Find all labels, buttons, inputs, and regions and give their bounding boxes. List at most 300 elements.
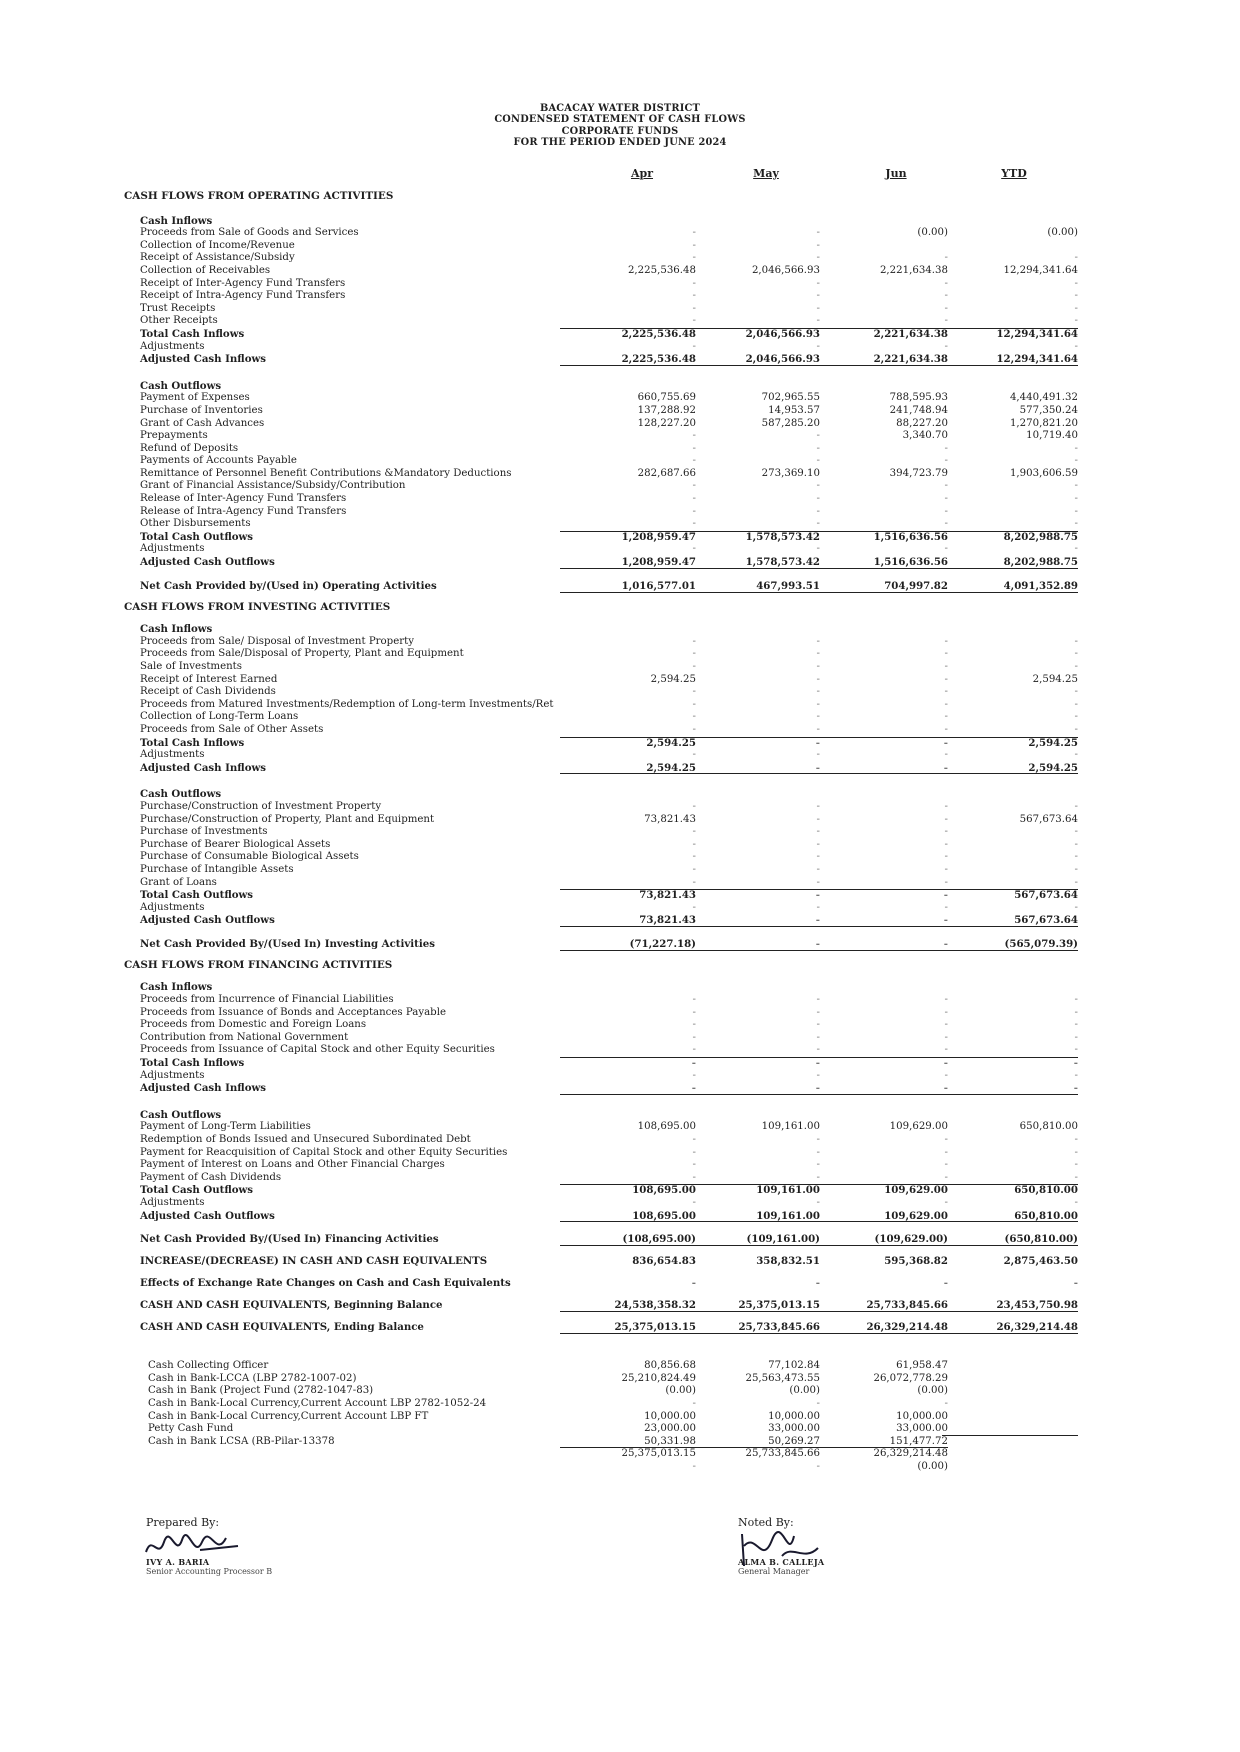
row-label: Cash Outflows xyxy=(140,1108,222,1121)
row-value-ytd: - xyxy=(1074,505,1078,517)
row-value-jun: - xyxy=(944,838,948,850)
row-value-may: - xyxy=(816,1134,820,1145)
statement-row xyxy=(0,531,1240,544)
row-label: Adjustments xyxy=(140,1069,205,1081)
row-value-may: - xyxy=(816,442,820,454)
row-value-ytd: - xyxy=(1074,543,1078,555)
statement-row xyxy=(0,1373,1240,1386)
agency-name: BACACAY WATER DISTRICT xyxy=(539,103,700,114)
statement-row xyxy=(0,623,1240,636)
row-value-jun: 2,221,634.38 xyxy=(788,353,948,366)
row-label: Cash in Bank LCSA (RB-Pilar-13378 xyxy=(148,1435,335,1447)
row-label: Proceeds from Sale of Goods and Services xyxy=(140,227,359,239)
row-value-apr: - xyxy=(692,863,696,875)
row-label: Total Cash Inflows xyxy=(140,327,245,340)
row-value-may: - xyxy=(816,723,820,735)
row-value-apr: - xyxy=(691,1277,696,1290)
row-value-may: 10,000.00 xyxy=(768,1410,820,1422)
noted-by-block xyxy=(738,1516,824,1576)
row-label: Petty Cash Fund xyxy=(148,1423,234,1435)
row-value-apr: 50,331.98 xyxy=(536,1436,696,1449)
statement-row xyxy=(0,648,1240,661)
statement-row xyxy=(0,430,1240,443)
row-value-may: - xyxy=(816,505,820,517)
row-value-jun: - xyxy=(944,901,948,913)
statement-row xyxy=(0,215,1240,228)
row-value-jun: 109,629.00 xyxy=(788,1184,948,1197)
row-value-apr: - xyxy=(692,686,696,698)
statement-row xyxy=(0,468,1240,481)
row-value-apr: - xyxy=(692,901,696,913)
statement-row xyxy=(0,278,1240,291)
row-value-apr: 25,375,013.15 xyxy=(621,1448,696,1460)
row-value-ytd: - xyxy=(1074,686,1078,698)
row-label: Adjusted Cash Inflows xyxy=(140,353,266,366)
row-value-may: - xyxy=(816,340,820,352)
statement-heading xyxy=(0,103,1240,149)
statement-row xyxy=(0,315,1240,328)
statement-row xyxy=(0,1159,1240,1172)
row-label: Payment of Interest on Loans and Other Financial Charges xyxy=(140,1159,445,1171)
row-value-jun: - xyxy=(944,800,948,812)
row-value-may: - xyxy=(816,698,820,710)
row-value-ytd: - xyxy=(1074,340,1078,352)
row-value-may: 25,733,845.66 xyxy=(660,1320,820,1334)
row-label: Cash in Bank-Local Currency,Current Account LBP FT xyxy=(148,1410,429,1422)
row-value-ytd: - xyxy=(1074,838,1078,850)
row-label: Grant of Financial Assistance/Subsidy/Contribution xyxy=(140,480,406,492)
row-value-may: - xyxy=(816,493,820,505)
row-value-jun: 10,000.00 xyxy=(896,1410,948,1422)
row-label: Sale of Investments xyxy=(140,661,242,672)
statement-row xyxy=(0,1436,1240,1449)
row-value-ytd: - xyxy=(1074,518,1078,530)
row-value-apr: 73,821.43 xyxy=(644,813,696,825)
statement-row xyxy=(0,455,1240,468)
statement-row xyxy=(0,674,1240,687)
row-label: Purchase of Investments xyxy=(140,826,268,838)
row-label: Payment of Long-Term Liabilities xyxy=(140,1121,311,1133)
row-value-jun: - xyxy=(944,442,948,454)
row-label: Cash Outflows xyxy=(140,379,222,392)
row-value-may: - xyxy=(815,1277,820,1290)
row-label: Release of Inter-Agency Fund Transfers xyxy=(140,493,347,505)
row-value-apr: 2,225,536.48 xyxy=(536,353,696,366)
row-value-apr: - xyxy=(692,723,696,735)
row-label: Proceeds from Domestic and Foreign Loans xyxy=(140,1019,367,1031)
row-label: Net Cash Provided By/(Used In) Financing Activities xyxy=(140,1233,439,1246)
statement-row xyxy=(0,851,1240,864)
row-label: Total Cash Outflows xyxy=(140,1184,254,1197)
row-value-may: 702,965.55 xyxy=(761,392,820,404)
statement-row xyxy=(0,724,1240,737)
statement-row xyxy=(0,601,1240,614)
statement-row xyxy=(0,889,1240,902)
row-value-ytd: 2,594.25 xyxy=(918,737,1078,750)
row-value-ytd: - xyxy=(918,1082,1078,1095)
row-value-ytd: - xyxy=(1074,1196,1078,1208)
statement-row xyxy=(0,1411,1240,1424)
row-value-ytd: 2,594.25 xyxy=(918,762,1078,775)
row-value-apr: - xyxy=(692,1031,696,1043)
row-value-jun: - xyxy=(944,1069,948,1081)
row-value-ytd: - xyxy=(918,1057,1078,1070)
row-value-apr: - xyxy=(692,505,696,517)
row-value-ytd: - xyxy=(1074,826,1078,838)
statement-row xyxy=(0,518,1240,531)
row-value-may: - xyxy=(816,1019,820,1031)
row-value-ytd: - xyxy=(1074,994,1078,1006)
row-value-may: - xyxy=(816,876,820,888)
row-value-may: - xyxy=(816,826,820,838)
row-value-ytd: - xyxy=(1074,455,1078,467)
row-value-ytd: - xyxy=(1074,1146,1078,1158)
row-value-ytd: 567,673.64 xyxy=(1019,813,1078,825)
row-value-jun: 26,329,214.48 xyxy=(788,1320,948,1334)
row-value-ytd: (0.00) xyxy=(1047,227,1078,239)
statement-row xyxy=(0,1320,1240,1334)
row-value-may: - xyxy=(816,455,820,467)
row-value-ytd: - xyxy=(1074,1006,1078,1018)
row-value-ytd: - xyxy=(1073,1277,1078,1290)
row-value-apr: - xyxy=(692,749,696,761)
row-value-ytd: 8,202,988.75 xyxy=(918,556,1078,569)
row-label: Total Cash Inflows xyxy=(140,1057,245,1070)
row-label: Receipt of Intra-Agency Fund Transfers xyxy=(140,290,346,302)
statement-row xyxy=(0,1134,1240,1147)
row-value-jun: 109,629.00 xyxy=(889,1121,948,1133)
row-label: Receipt of Assistance/Subsidy xyxy=(140,252,295,264)
row-value-jun: - xyxy=(944,1159,948,1171)
statement-row xyxy=(0,1254,1240,1268)
statement-row xyxy=(0,1276,1240,1290)
row-value-apr: - xyxy=(692,252,696,264)
row-value-jun: - xyxy=(944,994,948,1006)
row-label: Proceeds from Sale of Other Assets xyxy=(140,723,324,735)
row-label: Net Cash Provided By/(Used In) Investing Activities xyxy=(140,937,435,950)
row-value-jun: - xyxy=(944,1146,948,1158)
row-value-apr: - xyxy=(692,994,696,1006)
statement-row xyxy=(0,1172,1240,1185)
row-value-may: 109,161.00 xyxy=(660,1184,820,1197)
row-value-jun: 394,723.79 xyxy=(889,467,948,479)
row-value-may: 2,046,566.93 xyxy=(751,264,820,276)
row-value-may: 25,375,013.15 xyxy=(660,1298,820,1312)
row-label: Redemption of Bonds Issued and Unsecured Subordinated Debt xyxy=(140,1134,471,1145)
statement-row xyxy=(0,506,1240,519)
row-label: Payment of Cash Dividends xyxy=(140,1171,282,1183)
row-label: Receipt of Cash Dividends xyxy=(140,686,276,698)
row-value-may: - xyxy=(816,635,820,647)
row-value-ytd: - xyxy=(1074,1159,1078,1171)
row-value-jun: 151,477.72 xyxy=(788,1436,948,1449)
row-value-jun: 25,733,845.66 xyxy=(788,1298,948,1312)
statement-row xyxy=(0,1232,1240,1246)
row-value-apr: 108,695.00 xyxy=(536,1184,696,1197)
row-value-apr: 836,654.83 xyxy=(632,1255,696,1268)
row-label: Purchase/Construction of Property, Plant and Equipment xyxy=(140,813,435,825)
row-value-apr: - xyxy=(692,1196,696,1208)
prepared-by-name: IVY A. BARIA xyxy=(146,1557,210,1567)
row-value-may: - xyxy=(816,838,820,850)
column-header-jun: Jun xyxy=(885,167,907,180)
row-value-jun: - xyxy=(944,863,948,875)
row-value-apr: - xyxy=(692,648,696,660)
row-value-may: - xyxy=(816,1044,820,1056)
statement-row xyxy=(0,1210,1240,1223)
statement-row xyxy=(0,864,1240,877)
row-value-apr: - xyxy=(692,480,696,492)
row-value-apr: - xyxy=(692,851,696,863)
row-value-ytd: - xyxy=(1074,1069,1078,1081)
row-value-jun: 2,221,634.38 xyxy=(788,328,948,341)
row-value-may: - xyxy=(660,937,820,951)
row-label: Grant of Cash Advances xyxy=(140,417,265,429)
row-value-may: 1,578,573.42 xyxy=(660,556,820,569)
row-value-ytd: 12,294,341.64 xyxy=(918,353,1078,366)
row-value-apr: 1,016,577.01 xyxy=(536,579,696,593)
row-value-may: - xyxy=(660,889,820,902)
row-label: Total Cash Outflows xyxy=(140,889,254,902)
statement-row xyxy=(0,556,1240,569)
row-value-jun: (0.00) xyxy=(917,1385,948,1397)
row-value-ytd: 4,440,491.32 xyxy=(1009,392,1078,404)
row-label: Purchase/Construction of Investment Property xyxy=(140,800,382,812)
row-value-ytd: - xyxy=(1074,863,1078,875)
row-value-apr: - xyxy=(692,1006,696,1018)
row-value-ytd: - xyxy=(1074,315,1078,327)
row-value-jun: - xyxy=(944,518,948,530)
row-value-may: - xyxy=(660,762,820,775)
row-value-ytd: - xyxy=(1074,800,1078,812)
row-value-jun: 1,516,636.56 xyxy=(788,531,948,544)
statement-table xyxy=(0,190,1240,1474)
row-value-jun: - xyxy=(944,635,948,647)
statement-row xyxy=(0,1121,1240,1134)
row-value-apr: (71,227.18) xyxy=(536,937,696,951)
row-label: Adjusted Cash Outflows xyxy=(140,556,275,569)
row-value-apr: - xyxy=(692,430,696,442)
row-value-may: - xyxy=(816,227,820,239)
row-value-jun: (0.00) xyxy=(917,1460,948,1472)
row-value-jun: - xyxy=(944,290,948,302)
row-value-may: 358,832.51 xyxy=(756,1255,820,1268)
row-value-ytd: - xyxy=(1074,711,1078,723)
row-value-apr: 2,594.25 xyxy=(536,762,696,775)
statement-row xyxy=(0,711,1240,724)
row-value-apr: 108,695.00 xyxy=(536,1210,696,1223)
row-value-jun: - xyxy=(944,340,948,352)
row-value-jun: - xyxy=(944,876,948,888)
row-value-apr: - xyxy=(692,277,696,289)
row-value-jun: - xyxy=(944,1006,948,1018)
column-header-may: May xyxy=(753,167,779,180)
statement-row xyxy=(0,227,1240,240)
row-value-apr: - xyxy=(692,1069,696,1081)
row-label: Total Cash Inflows xyxy=(140,736,245,749)
statement-row xyxy=(0,493,1240,506)
row-value-ytd: - xyxy=(1074,493,1078,505)
row-value-apr: - xyxy=(692,543,696,555)
row-value-jun: - xyxy=(944,1019,948,1031)
row-value-apr: - xyxy=(692,661,696,672)
row-value-may: 1,578,573.42 xyxy=(660,531,820,544)
row-value-apr: - xyxy=(692,290,696,302)
row-value-may: 50,269.27 xyxy=(660,1436,820,1449)
statement-row xyxy=(0,418,1240,431)
row-value-ytd: 567,673.64 xyxy=(918,914,1078,927)
row-value-ytd: - xyxy=(1074,635,1078,647)
row-label: Receipt of Interest Earned xyxy=(140,673,278,685)
row-label: Effects of Exchange Rate Changes on Cash and Cash Equivalents xyxy=(140,1277,511,1290)
statement-row xyxy=(0,737,1240,750)
row-value-apr: - xyxy=(692,800,696,812)
row-value-jun: - xyxy=(944,302,948,314)
row-value-apr: - xyxy=(692,1134,696,1145)
statement-row xyxy=(0,1019,1240,1032)
row-label: Adjustments xyxy=(140,1196,205,1208)
row-value-jun: - xyxy=(944,455,948,467)
row-label: Payments of Accounts Payable xyxy=(140,455,297,467)
noted-by-title: General Manager xyxy=(738,1567,810,1576)
row-label: CASH FLOWS FROM INVESTING ACTIVITIES xyxy=(124,600,391,613)
statement-row xyxy=(0,749,1240,762)
row-value-ytd: - xyxy=(1074,661,1078,672)
row-label: Cash Inflows xyxy=(140,981,213,994)
statement-row xyxy=(0,1147,1240,1160)
noted-by-label: Noted By: xyxy=(738,1516,794,1529)
row-value-ytd: 1,903,606.59 xyxy=(1009,467,1078,479)
row-value-apr: - xyxy=(692,315,696,327)
row-value-ytd: 577,350.24 xyxy=(1019,404,1078,416)
row-value-may: - xyxy=(816,648,820,660)
row-label: Adjustments xyxy=(140,340,205,352)
row-value-may: - xyxy=(816,302,820,314)
row-label: CASH FLOWS FROM OPERATING ACTIVITIES xyxy=(124,190,394,202)
row-value-ytd: - xyxy=(1074,480,1078,492)
row-value-may: - xyxy=(816,1006,820,1018)
period-label: FOR THE PERIOD ENDED JUNE 2024 xyxy=(513,137,727,149)
row-value-may: - xyxy=(816,1460,820,1472)
row-value-apr: - xyxy=(692,698,696,710)
row-value-apr: 1,208,959.47 xyxy=(536,531,696,544)
row-value-apr: - xyxy=(692,876,696,888)
row-value-apr: - xyxy=(692,227,696,239)
row-value-may: - xyxy=(816,315,820,327)
statement-row xyxy=(0,1461,1240,1474)
row-value-ytd: - xyxy=(1074,442,1078,454)
row-value-apr: - xyxy=(692,1019,696,1031)
row-label: Grant of Loans xyxy=(140,876,217,888)
row-value-jun: 704,997.82 xyxy=(788,579,948,593)
row-value-ytd: - xyxy=(1074,901,1078,913)
prepared-signature-image xyxy=(142,1530,262,1564)
row-value-may: 77,102.84 xyxy=(768,1360,820,1372)
row-value-jun: (109,629.00) xyxy=(788,1232,948,1246)
row-value-jun: - xyxy=(944,505,948,517)
row-value-jun: - xyxy=(944,661,948,672)
row-label: Adjustments xyxy=(140,749,205,761)
row-value-jun: - xyxy=(944,813,948,825)
row-label: Cash in Bank-Local Currency,Current Account LBP 2782-1052-24 xyxy=(148,1397,487,1409)
row-label: Cash in Bank (Project Fund (2782-1047-83) xyxy=(148,1385,374,1397)
row-value-jun: - xyxy=(788,937,948,951)
row-value-jun: 3,340.70 xyxy=(902,430,948,442)
row-value-apr: 2,594.25 xyxy=(536,737,696,750)
row-label: Adjusted Cash Inflows xyxy=(140,761,266,774)
row-value-may: 25,563,473.55 xyxy=(745,1372,820,1384)
row-value-jun: 33,000.00 xyxy=(896,1423,948,1435)
row-value-apr: 660,755.69 xyxy=(637,392,696,404)
row-label: Collection of Long-Term Loans xyxy=(140,711,299,723)
row-value-jun: - xyxy=(788,889,948,902)
row-value-jun: - xyxy=(944,723,948,735)
row-value-apr: - xyxy=(692,239,696,251)
noted-signature-image xyxy=(732,1526,842,1572)
row-value-ytd: 8,202,988.75 xyxy=(918,531,1078,544)
row-value-may: - xyxy=(816,1146,820,1158)
prepared-by-block xyxy=(146,1516,272,1576)
column-header-ytd: YTD xyxy=(1001,167,1027,180)
row-value-apr: - xyxy=(692,1159,696,1171)
statement-row xyxy=(0,1184,1240,1197)
row-value-apr: 2,225,536.48 xyxy=(536,328,696,341)
row-value-ytd: - xyxy=(1074,648,1078,660)
row-value-jun: - xyxy=(944,749,948,761)
row-value-jun: - xyxy=(944,673,948,685)
row-value-apr: 73,821.43 xyxy=(536,914,696,927)
row-value-may: 109,161.00 xyxy=(660,1210,820,1223)
row-value-may: 14,953.57 xyxy=(768,404,820,416)
row-value-may: - xyxy=(816,1397,820,1409)
row-value-jun: 109,629.00 xyxy=(788,1210,948,1223)
row-value-ytd: 2,594.25 xyxy=(1032,673,1078,685)
row-value-ytd: - xyxy=(1074,302,1078,314)
statement-row xyxy=(0,839,1240,852)
row-value-may: - xyxy=(660,737,820,750)
row-value-jun: - xyxy=(944,826,948,838)
statement-row xyxy=(0,814,1240,827)
row-label: Other Receipts xyxy=(140,315,218,327)
row-value-may: - xyxy=(816,239,820,251)
row-value-may: - xyxy=(816,480,820,492)
row-value-apr: 24,538,358.32 xyxy=(536,1298,696,1312)
row-value-jun: 61,958.47 xyxy=(896,1360,948,1372)
noted-by-name: ALMA B. CALLEJA xyxy=(738,1557,825,1567)
row-label: CASH AND CASH EQUIVALENTS, Ending Balance xyxy=(140,1321,424,1334)
statement-row xyxy=(0,1298,1240,1312)
statement-row xyxy=(0,902,1240,915)
statement-row xyxy=(0,699,1240,712)
statement-row xyxy=(0,1007,1240,1020)
row-value-may: - xyxy=(816,518,820,530)
row-value-ytd: (565,079.39) xyxy=(918,937,1078,951)
statement-row xyxy=(0,686,1240,699)
row-value-may: - xyxy=(816,430,820,442)
row-value-jun: - xyxy=(788,914,948,927)
row-value-jun: - xyxy=(944,1031,948,1043)
row-value-ytd: 650,810.00 xyxy=(1019,1121,1078,1133)
row-label: Cash Collecting Officer xyxy=(148,1360,269,1372)
statement-row xyxy=(0,480,1240,493)
statement-row xyxy=(0,252,1240,265)
row-label: Release of Intra-Agency Fund Transfers xyxy=(140,505,347,517)
row-value-may: - xyxy=(816,543,820,555)
row-label: Collection of Receivables xyxy=(140,264,271,276)
row-value-jun: - xyxy=(788,1057,948,1070)
row-value-ytd: - xyxy=(1074,723,1078,735)
row-label: Payment of Expenses xyxy=(140,392,250,404)
